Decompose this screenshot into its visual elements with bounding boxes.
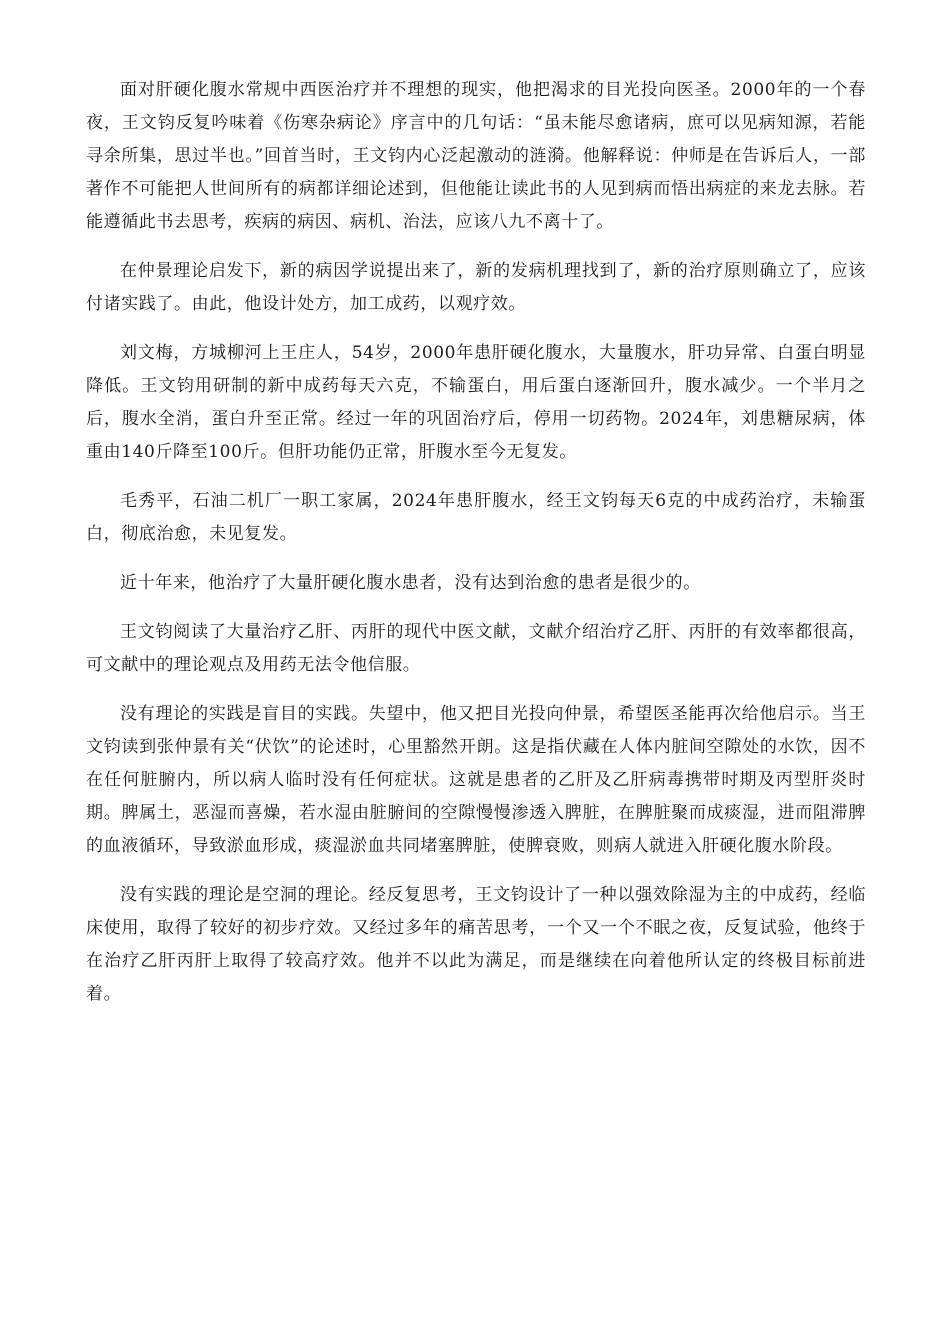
paragraph-1: 面对肝硬化腹水常规中西医治疗并不理想的现实，他把渴求的目光投向医圣。2000年的一个春夜，王文钧反复吟味着《伤寒杂病论》序言中的几句话：“虽未能尽愈诸病，庶可以见病知源，若能寻余所集，思过半也。”回首当时，王文钧内心泛起激动的涟漪。他解释说：仲师是在告诉后人，一部著作不可能把人世间所有的病都详细论述到，但他能让读此书的人见到病而悟出病症的来龙去脉。若能遵循此书去思考，疾病的病因、病机、治法，应该八九不离十了。: [86, 80, 866, 232]
paragraph-3: 刘文梅，方城柳河上王庄人，54岁，2000年患肝硬化腹水，大量腹水，肝功异常、白蛋白明显降低。王文钧用研制的新中成药每天六克，不输蛋白，用后蛋白逐渐回升，腹水减少。一个半月之后，腹水全消，蛋白升至正常。经过一年的巩固治疗后，停用一切药物。2024年，刘患糖尿病，体重由140斤降至100斤。但肝功能仍正常，肝腹水至今无复发。: [86, 343, 866, 462]
article-body: [86, 74, 866, 1027]
paragraph-5: 近十年来，他治疗了大量肝硬化腹水患者，没有达到治愈的患者是很少的。: [120, 573, 701, 593]
paragraph-6: 王文钧阅读了大量治疗乙肝、丙肝的现代中医文献，文献介绍治疗乙肝、丙肝的有效率都很高，可文献中的理论观点及用药无法令他信服。: [86, 622, 866, 675]
paragraph-4: 毛秀平，石油二机厂一职工家属，2024年患肝腹水，经王文钧每天6克的中成药治疗，未输蛋白，彻底治愈，未见复发。: [86, 491, 866, 544]
paragraph-2: 在仲景理论启发下，新的病因学说提出来了，新的发病机理找到了，新的治疗原则确立了，应该付诸实践了。由此，他设计处方，加工成药，以观疗效。: [86, 261, 866, 314]
paragraph-7: 没有理论的实践是盲目的实践。失望中，他又把目光投向仲景，希望医圣能再次给他启示。当王文钧读到张仲景有关“伏饮”的论述时，心里豁然开朗。这是指伏藏在人体内脏间空隙处的水饮，因不在任何脏腑内，所以病人临时没有任何症状。这就是患者的乙肝及乙肝病毒携带时期及丙型肝炎时期。脾属土，恶湿而喜燥，若水湿由脏腑间的空隙慢慢渗透入脾脏，在脾脏聚而成痰湿，进而阻滞脾的血液循环，导致淤血形成，痰湿淤血共同堵塞脾脏，使脾衰败，则病人就进入肝硬化腹水阶段。: [86, 704, 866, 856]
paragraph-8: 没有实践的理论是空洞的理论。经反复思考，王文钧设计了一种以强效除湿为主的中成药，经临床使用，取得了较好的初步疗效。又经过多年的痛苦思考，一个又一个不眠之夜，反复试验，他终于在治疗乙肝丙肝上取得了较高疗效。他并不以此为满足，而是继续在向着他所认定的终极目标前进着。: [86, 885, 866, 1004]
